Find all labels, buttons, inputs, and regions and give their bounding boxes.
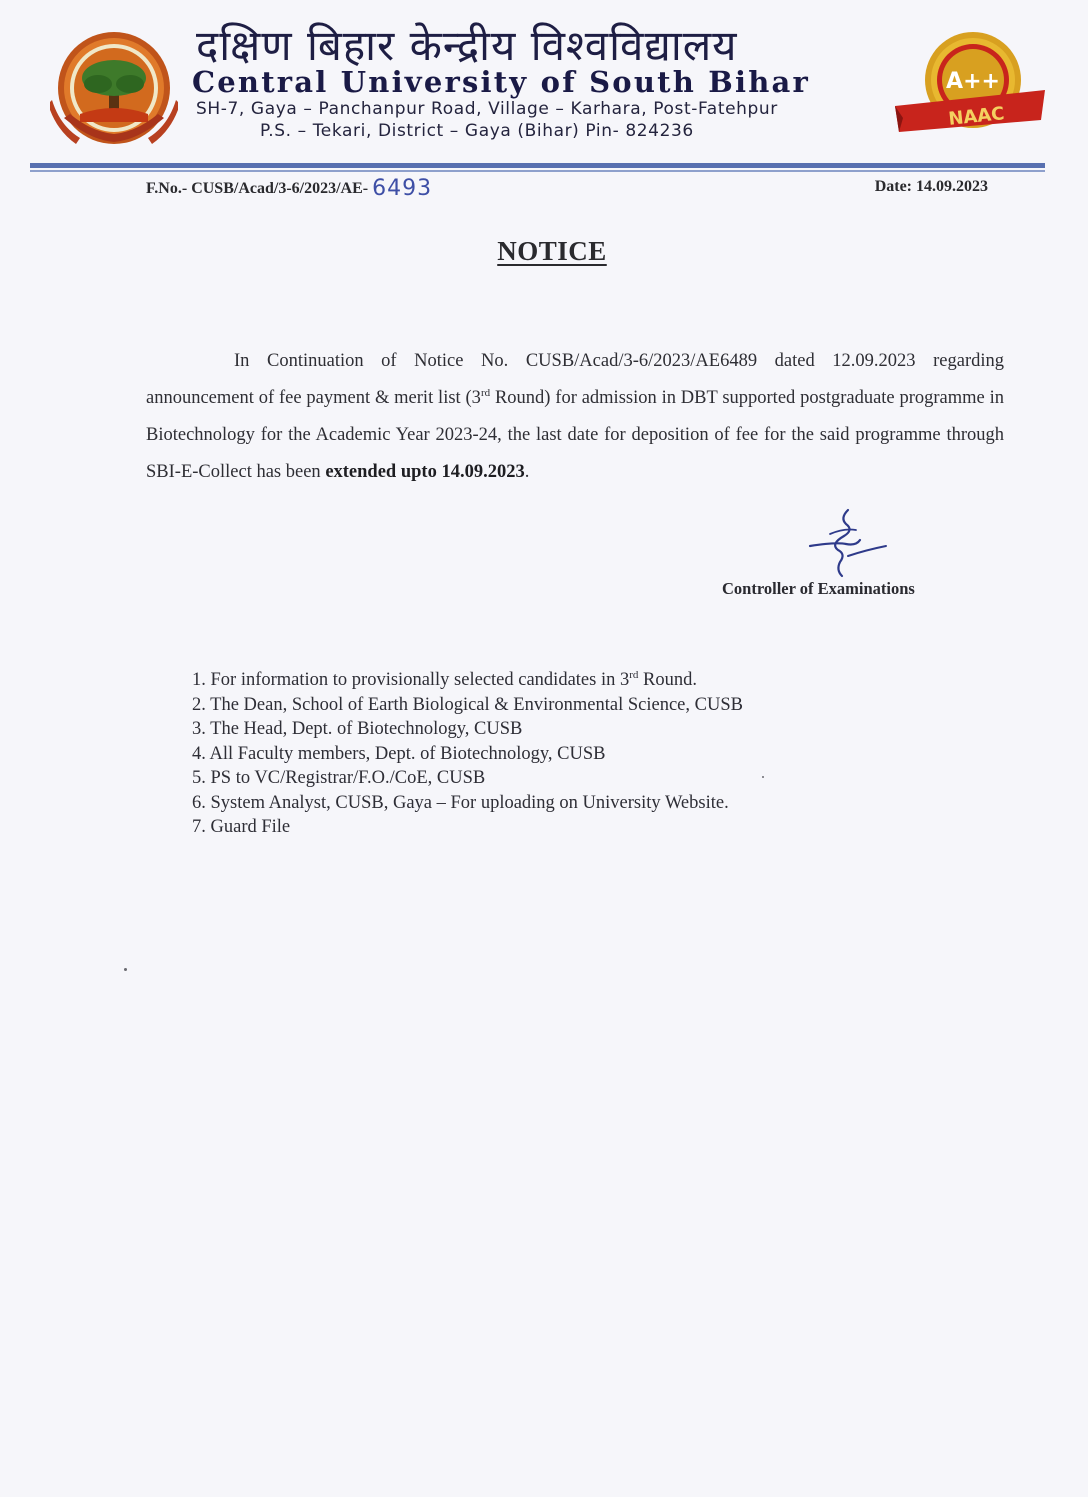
naac-badge: [893, 28, 1045, 140]
file-number: [146, 176, 432, 201]
notice-body-sup: rd: [480, 386, 491, 399]
controller-signature: [800, 506, 890, 578]
list-item-1-text: 1. For information to provisionally selected candidates in 3: [192, 670, 630, 690]
list-item: 2. The Dean, School of Earth Biological & Environmental Science, CUSB: [192, 694, 743, 715]
notice-body-end: .: [524, 461, 530, 482]
list-item: 3. The Head, Dept. of Biotechnology, CUSB: [192, 719, 523, 739]
header-divider-thick: [30, 163, 1045, 168]
scan-speck: [762, 776, 764, 778]
file-number-printed: F.No.- CUSB/Acad/3-6/2023/AE-: [146, 180, 369, 197]
header-divider-thin: [30, 170, 1045, 172]
university-logo-emblem: [50, 30, 178, 148]
notice-date: Date: 14.09.2023: [874, 178, 988, 195]
notice-body-text-1: In Continuation of Notice No. CUSB/Acad/3-6/2023/AE6489 dated 12.09.2023 regarding announcement of fee payment & merit list (3: [146, 350, 1004, 408]
list-item: 7. Guard File: [192, 817, 291, 837]
list-item-1-end: Round.: [638, 670, 697, 690]
notice-body: [146, 343, 1004, 491]
notice-title: NOTICE: [497, 236, 607, 266]
notice-body-text-2: Round) for admission in DBT supported postgraduate programme in Biotechnology for the Academic Year 2023-24, the last date for deposition of fee for the said programme through SBI-E-Collect has been: [146, 387, 1004, 482]
signatory-title: Controller of Examinations: [722, 579, 915, 598]
list-item: [192, 668, 743, 693]
university-name-english: Central University of South Bihar: [192, 65, 810, 99]
notice-body-bold: extended upto 14.09.2023: [325, 461, 525, 482]
list-item: 6. System Analyst, CUSB, Gaya – For uploading on University Website.: [192, 792, 729, 813]
university-address-line1: SH-7, Gaya – Panchanpur Road, Village – Karhara, Post-Fatehpur: [196, 99, 778, 119]
university-name-hindi: दक्षिण बिहार केन्द्रीय विश्वविद्यालय: [196, 21, 738, 70]
naac-grade-text: A++: [946, 69, 1000, 94]
list-item: 4. All Faculty members, Dept. of Biotechnology, CUSB: [192, 743, 606, 764]
list-item-1-sup: rd: [629, 668, 639, 681]
file-number-handwritten: 6493: [372, 176, 433, 201]
list-item: 5. PS to VC/Registrar/F.O./CoE, CUSB: [192, 768, 486, 788]
naac-label-text: NAAC: [947, 103, 1006, 130]
university-address-line2: P.S. – Tekari, District – Gaya (Bihar) Pin- 824236: [260, 121, 694, 141]
scan-speck: [124, 968, 127, 971]
distribution-list: [192, 668, 743, 840]
